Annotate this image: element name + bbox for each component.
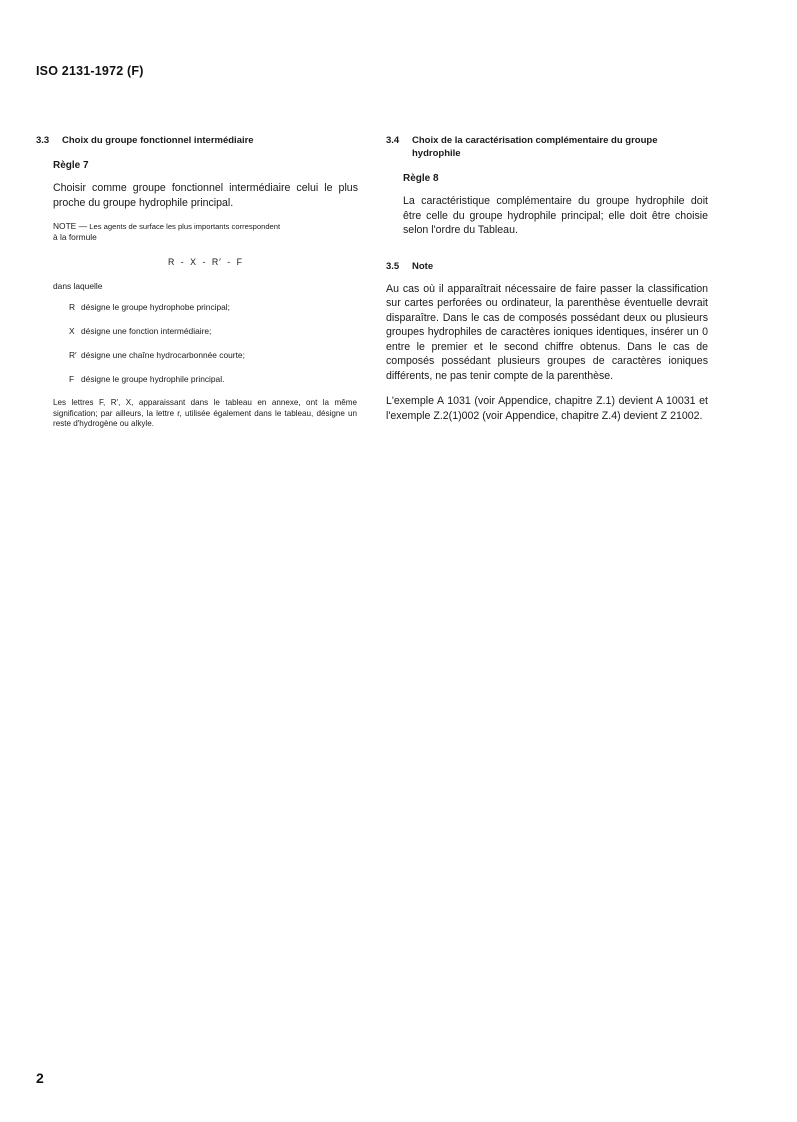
section-title: Choix de la caractérisation complémentaire du groupe hydrophile — [412, 135, 658, 159]
definition-text: désigne une fonction intermédiaire; — [81, 326, 212, 336]
definition-text: désigne une chaîne hydrocarbonnée courte; — [81, 350, 245, 360]
section-title: Note — [412, 260, 434, 272]
definition-symbol: R — [69, 302, 76, 312]
note-text-continued: à la formule — [53, 232, 97, 242]
note-label: NOTE — — [53, 221, 87, 231]
definition-item — [69, 326, 358, 337]
surfactant-formula: R - X - R′ - F — [167, 257, 244, 267]
right-column — [386, 134, 708, 423]
section-number: 3.5 — [386, 260, 400, 272]
symbol-definitions — [36, 302, 358, 385]
section-number: 3.4 — [386, 135, 400, 146]
definition-item — [69, 374, 358, 385]
definition-symbol: F — [69, 374, 75, 384]
rule-8-text: La caractéristique complémentaire du groupe hydrophile doit être celle du groupe hydrophile principal; elle doit être choisie selon l'ordre du Tableau. — [403, 195, 708, 236]
definition-text: désigne le groupe hydrophile principal. — [81, 374, 225, 384]
letters-explanation: Les lettres F, R′, X, apparaissant dans le tableau en annexe, ont la même signification; par ailleurs, la lettre r, utilisée également dans le tableau, désigne un reste d'hydrogène ou alkyle. — [53, 398, 357, 428]
section-heading-3-5 — [386, 260, 708, 273]
rule-8-title: Règle 8 — [403, 173, 439, 184]
rule-7-text: Choisir comme groupe fonctionnel intermédiaire celui le plus proche du groupe hydrophile principal. — [53, 182, 358, 209]
document-reference: ISO 2131-1972 (F) — [36, 64, 144, 78]
definition-item — [69, 350, 358, 361]
section-title: Choix du groupe fonctionnel intermédiaire — [62, 135, 254, 146]
note-paragraph-1: Au cas où il apparaîtrait nécessaire de faire passer la classification sur cartes perforées ou ordinateur, la parenthèse éventuelle devrait disparaître. Dans le cas de composés possédant deux ou plusieurs groupes hydrophiles de caractères ioniques identiques, insérer un 0 entre le premier et le second chiffre obtenus. Dans le cas de composés possédant plusieurs groupes de caractères ioniques différents, ne pas tenir compte de la parenthèse. — [386, 282, 708, 382]
section-number: 3.3 — [36, 135, 50, 146]
dans-laquelle-label: dans laquelle — [53, 281, 103, 291]
section-heading-3-3 — [36, 134, 358, 147]
note-text: Les agents de surface les plus importants correspondent — [89, 222, 281, 231]
page-number: 2 — [36, 1070, 44, 1086]
definition-symbol: R′ — [69, 350, 77, 360]
note-paragraph-2: L'exemple A 1031 (voir Appendice, chapitre Z.1) devient A 10031 et l'exemple Z.2(1)002 (voir Appendice, chapitre Z.4) devient Z 21002. — [386, 395, 708, 422]
definition-text: désigne le groupe hydrophobe principal; — [81, 302, 230, 312]
left-column — [36, 134, 358, 430]
section-heading-3-4 — [386, 134, 708, 160]
definition-symbol: X — [69, 326, 75, 336]
note-formula-intro — [53, 221, 358, 243]
rule-7-title: Règle 7 — [53, 160, 89, 171]
definition-item — [69, 302, 358, 313]
